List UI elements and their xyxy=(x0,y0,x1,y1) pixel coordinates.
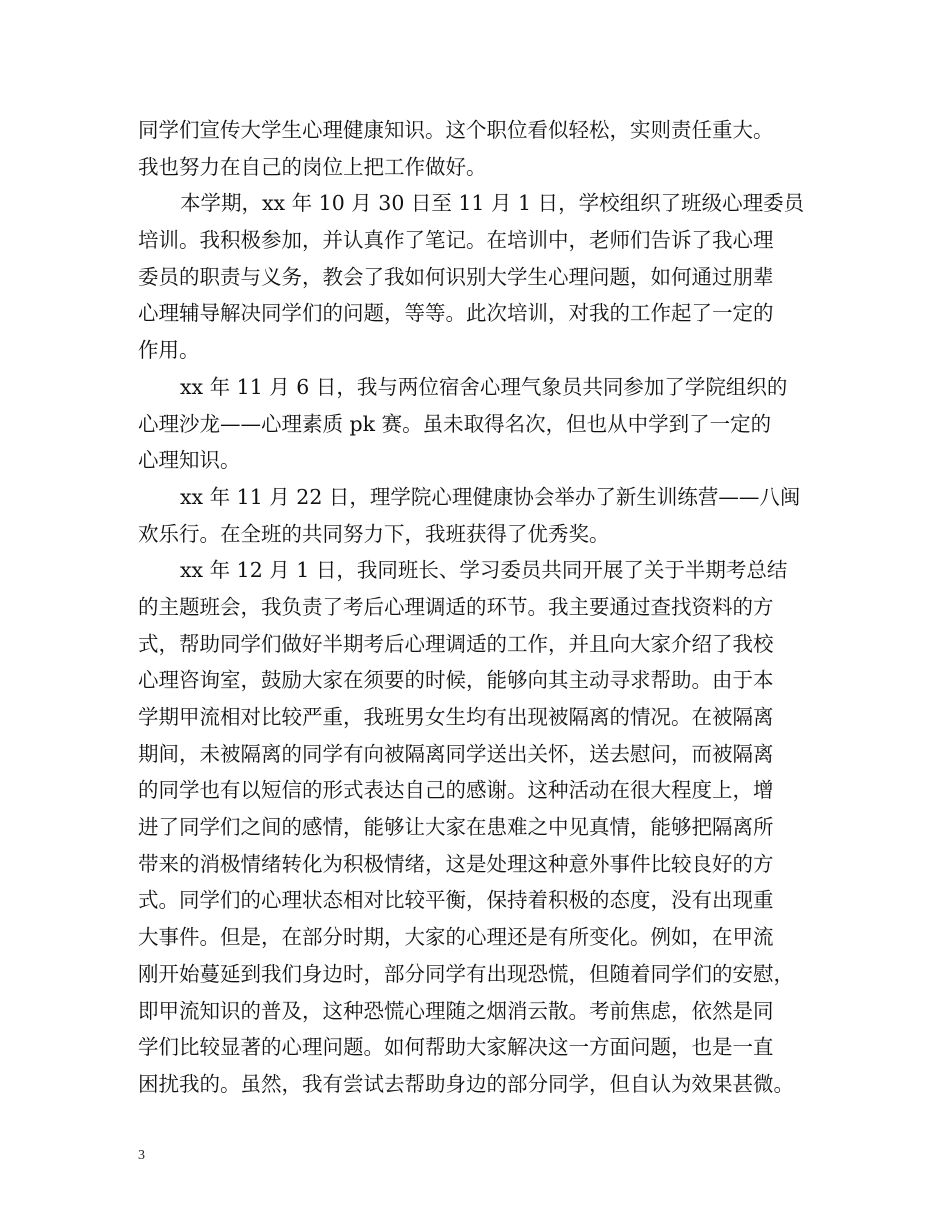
paragraph-5-line: 进了同学们之间的感情，能够让大家在患难之中见真情，能够把隔离所 xyxy=(138,815,774,840)
paragraph-3-line: xx 年 11 月 6 日，我与两位宿舍心理气象员共同参加了学院组织的 xyxy=(180,374,788,399)
paragraph-5-line: 大事件。但是，在部分时期，大家的心理还是有所变化。例如，在甲流 xyxy=(138,925,774,950)
paragraph-1-line: 我也努力在自己的岗位上把工作做好。 xyxy=(138,154,487,179)
paragraph-5-line: 式，帮助同学们做好半期考后心理调适的工作，并且向大家介绍了我校 xyxy=(138,631,774,656)
paragraph-1-line: 同学们宣传大学生心理健康知识。这个职位看似轻松，实则责任重大。 xyxy=(138,118,774,142)
paragraph-5-line: xx 年 12 月 1 日，我同班长、学习委员共同开展了关于半期考总结 xyxy=(180,558,788,583)
body-text xyxy=(138,112,828,1103)
paragraph-2-line: 心理辅导解决同学们的问题，等等。此次培训，对我的工作起了一定的 xyxy=(138,301,774,326)
paragraph-5-line: 困扰我的。虽然，我有尝试去帮助身边的部分同学，但自认为效果甚微。 xyxy=(138,1071,794,1096)
paragraph-2-line: 委员的职责与义务，教会了我如何识别大学生心理问题，如何通过朋辈 xyxy=(138,264,774,289)
page-number: 3 xyxy=(138,1148,145,1163)
paragraph-2-line: 作用。 xyxy=(138,338,200,363)
paragraph-5-line: 刚开始蔓延到我们身边时，部分同学有出现恐慌，但随着同学们的安慰， xyxy=(138,961,794,986)
paragraph-5-line: 期间，未被隔离的同学有向被隔离同学送出关怀，送去慰问，而被隔离 xyxy=(138,741,774,766)
paragraph-5-line: 的主题班会，我负责了考后心理调适的环节。我主要通过查找资料的方 xyxy=(138,594,774,619)
paragraph-5-line: 即甲流知识的普及，这种恐慌心理随之烟消云散。考前焦虑，依然是同 xyxy=(138,998,774,1023)
paragraph-4-line: xx 年 11 月 22 日，理学院心理健康协会举办了新生训练营——八闽 xyxy=(180,484,801,509)
paragraph-4-line: 欢乐行。在全班的共同努力下，我班获得了优秀奖。 xyxy=(138,521,610,546)
paragraph-5-line: 学们比较显著的心理问题。如何帮助大家解决这一方面问题，也是一直 xyxy=(138,1035,774,1060)
paragraph-5-line: 带来的消极情绪转化为积极情绪，这是处理这种意外事件比较良好的方 xyxy=(138,851,774,876)
paragraph-5-line: 式。同学们的心理状态相对比较平衡，保持着积极的态度，没有出现重 xyxy=(138,888,774,913)
paragraph-5-line: 学期甲流相对比较严重，我班男女生均有出现被隔离的情况。在被隔离 xyxy=(138,705,774,729)
paragraph-3-line: 心理知识。 xyxy=(138,448,241,473)
paragraph-2-line: 本学期，xx 年 10 月 30 日至 11 月 1 日，学校组织了班级心理委员 xyxy=(180,191,805,216)
paragraph-3-line: 心理沙龙——心理素质 pk 赛。虽未取得名次，但也从中学到了一定的 xyxy=(138,411,772,436)
paragraph-2-line: 培训。我积极参加，并认真作了笔记。在培训中，老师们告诉了我心理 xyxy=(138,228,774,253)
paragraph-5-line: 心理咨询室，鼓励大家在须要的时候，能够向其主动寻求帮助。由于本 xyxy=(138,668,774,693)
paragraph-5-line: 的同学也有以短信的形式表达自己的感谢。这种活动在很大程度上，增 xyxy=(138,778,774,803)
